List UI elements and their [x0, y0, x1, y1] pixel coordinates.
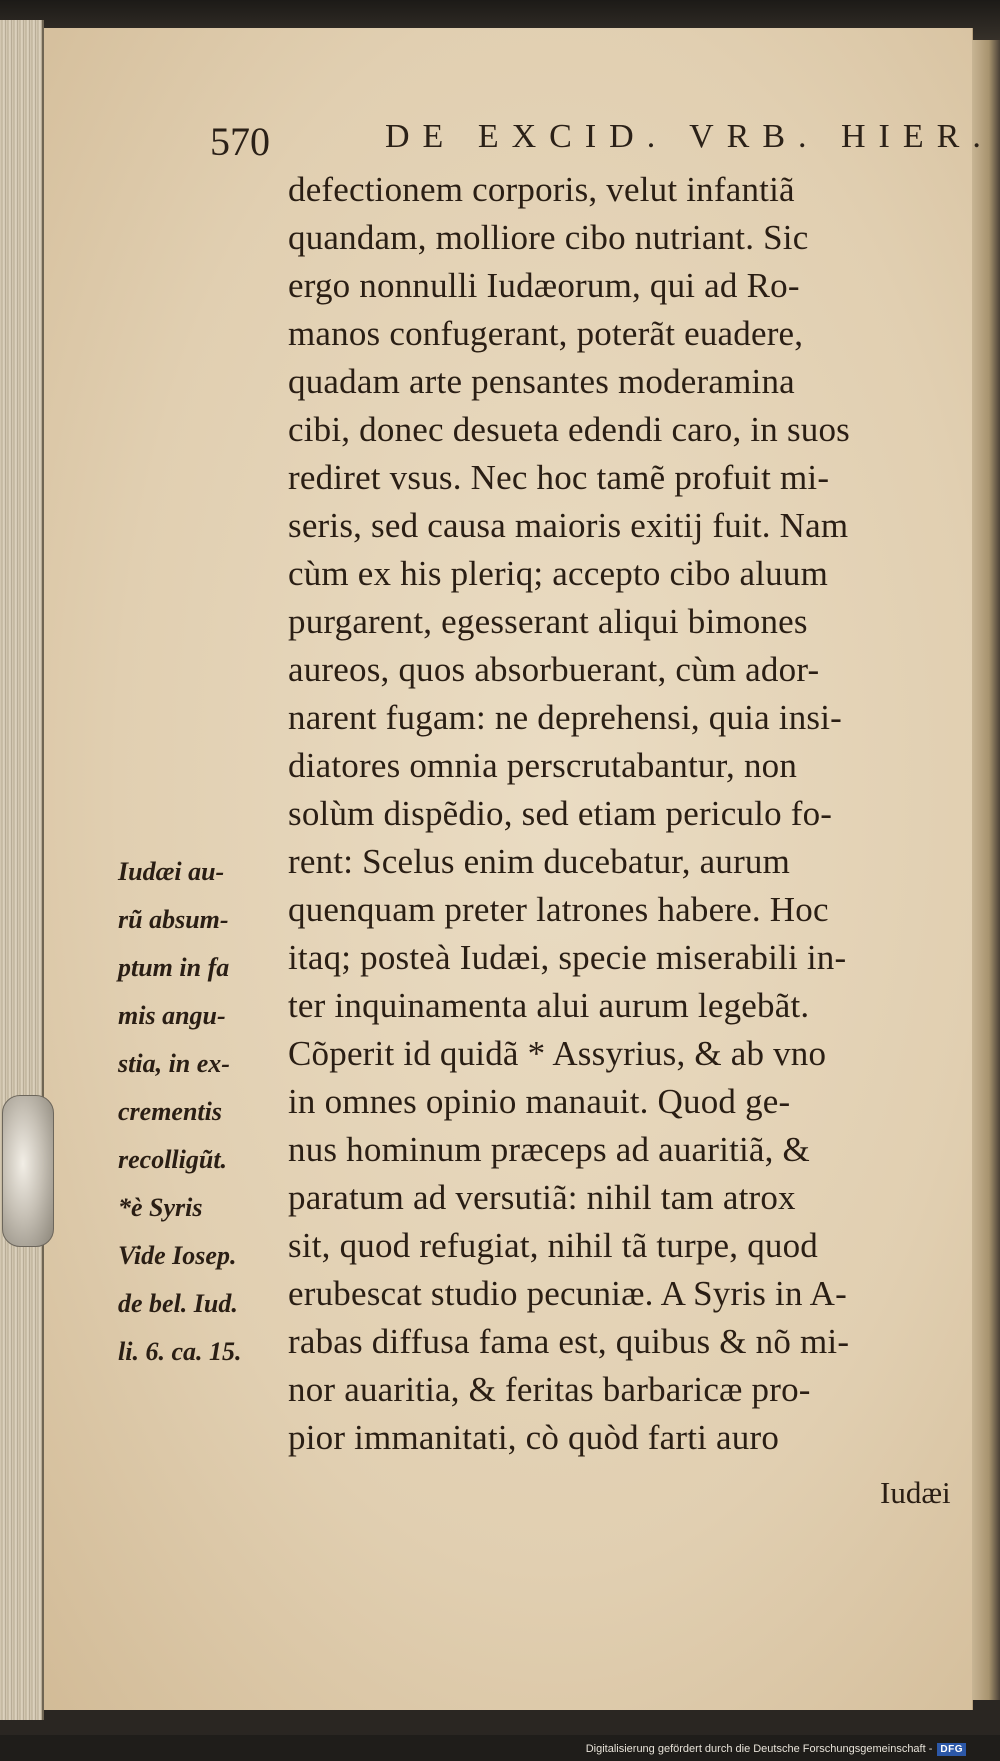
catchword: Iudæi — [880, 1475, 951, 1510]
marginal-line: li. 6. ca. 15. — [118, 1337, 242, 1366]
marginal-line: Vide Iosep. — [118, 1241, 237, 1270]
marginal-line: de bel. Iud. — [118, 1289, 238, 1318]
text-line: nus hominum præceps ad auaritiã, & — [288, 1130, 810, 1169]
text-line: quadam arte pensantes moderamina — [288, 362, 795, 401]
text-line: quandam, molliore cibo nutriant. Sic — [288, 218, 809, 257]
marginal-line: ptum in fa — [118, 953, 230, 982]
text-line: in omnes opinio manauit. Quod ge- — [288, 1082, 791, 1121]
text-line: quenquam preter latrones habere. Hoc — [288, 890, 829, 929]
marginal-line: mis angu- — [118, 1001, 226, 1030]
running-head: DE EXCID. VRB. HIER. — [385, 118, 994, 155]
text-line: Cõperit id quidã * Assyrius, & ab vno — [288, 1034, 827, 1073]
funding-notice — [586, 1740, 966, 1758]
book-page-edges — [0, 20, 44, 1720]
text-line: rent: Scelus enim ducebatur, aurum — [288, 842, 791, 881]
page-number: 570 — [210, 119, 270, 164]
main-text-block — [288, 166, 978, 1462]
text-line: nor auaritia, & feritas barbaricæ pro- — [288, 1370, 811, 1409]
text-line: cùm ex his pleriq; accepto cibo aluum — [288, 554, 829, 593]
text-line: rediret vsus. Nec hoc tamẽ profuit mi- — [288, 458, 830, 497]
text-line: ergo nonnulli Iudæorum, qui ad Ro- — [288, 266, 800, 305]
text-line: narent fugam: ne deprehensi, quia insi- — [288, 698, 843, 737]
text-line: defectionem corporis, velut infantiã — [288, 170, 795, 209]
text-line: aureos, quos absorbuerant, cùm ador- — [288, 650, 820, 689]
book-clasp — [2, 1095, 54, 1247]
text-line: purgarent, egesserant aliqui bimones — [288, 602, 808, 641]
text-line: itaq; posteà Iudæi, specie miserabili in- — [288, 938, 847, 977]
text-line: ter inquinamenta alui aurum legebãt. — [288, 986, 810, 1025]
text-line: paratum ad versutiã: nihil tam atrox — [288, 1178, 796, 1217]
text-line: pior immanitati, cò quòd farti auro — [288, 1418, 780, 1457]
marginal-line: Iudæi au- — [118, 857, 225, 886]
text-line: rabas diffusa fama est, quibus & nõ mi- — [288, 1322, 850, 1361]
marginal-line: stia, in ex- — [118, 1049, 230, 1078]
text-line: solùm dispẽdio, sed etiam periculo fo- — [288, 794, 833, 833]
dfg-logo: DFG — [937, 1743, 966, 1756]
marginal-note — [118, 848, 280, 1376]
text-line: manos confugerant, poterãt euadere, — [288, 314, 804, 353]
text-line: cibi, donec desueta edendi caro, in suos — [288, 410, 850, 449]
marginal-line: recolligũt. — [118, 1145, 228, 1174]
text-line: seris, sed causa maioris exitij fuit. Nam — [288, 506, 849, 545]
text-line: erubescat studio pecuniæ. A Syris in A- — [288, 1274, 847, 1313]
text-line: sit, quod refugiat, nihil tã turpe, quod — [288, 1226, 818, 1265]
funding-text: Digitalisierung gefördert durch die Deutsche Forschungsgemeinschaft - — [585, 1743, 933, 1755]
text-line: diatores omnia perscrutabantur, non — [288, 746, 798, 785]
marginal-line: crementis — [118, 1097, 222, 1126]
marginal-line: rũ absum- — [118, 905, 229, 934]
marginal-line: *è Syris — [118, 1193, 203, 1222]
